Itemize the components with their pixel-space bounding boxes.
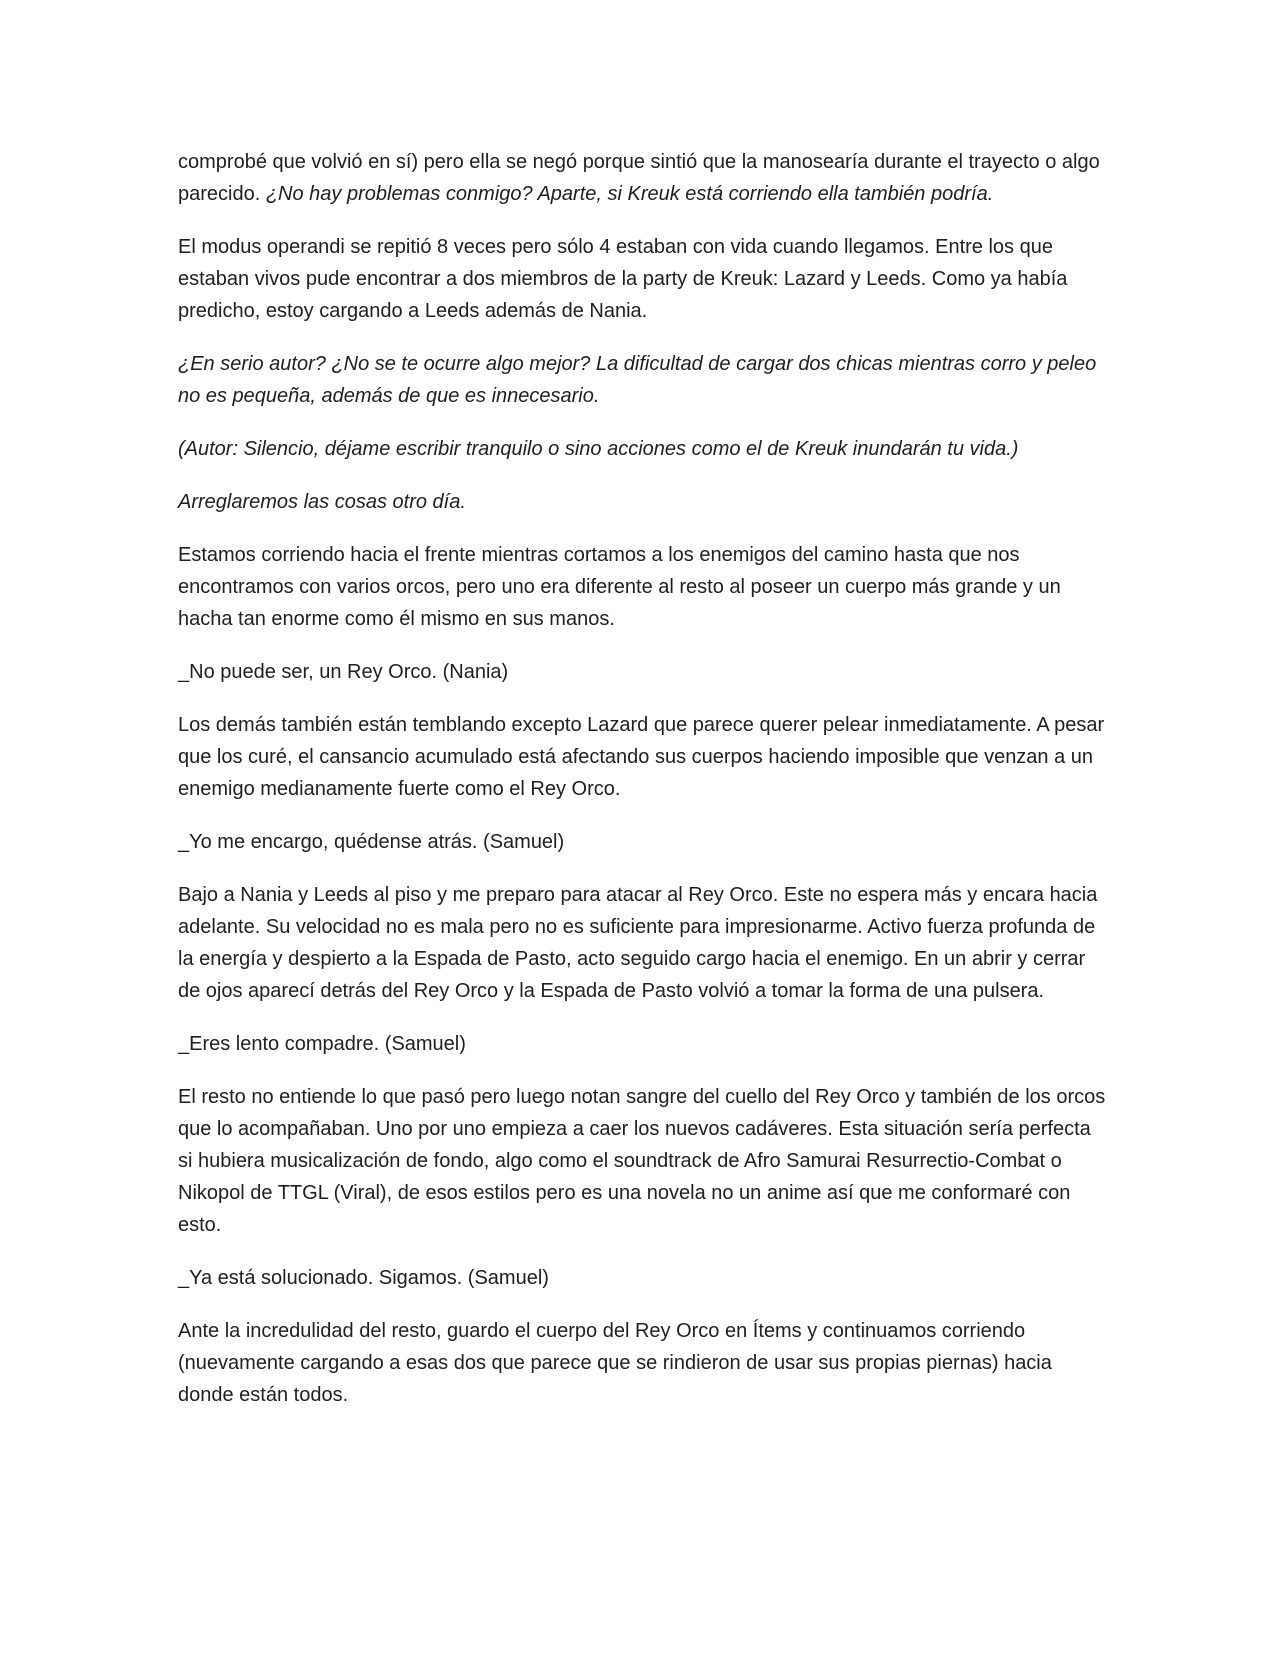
paragraph-12: El resto no entiende lo que pasó pero luego notan sangre del cuello del Rey Orco y también de los orcos que lo acompañaban. Uno por uno empieza a caer los nuevos cadáveres. Esta situación sería perfecta si hubiera musicalización de fondo, algo como el soundtrack de Afro Samurai Resurrectio-Combat o Nikopol de TTGL (Viral), de esos estilos pero es una novela no un anime así que me conformaré con esto. [178, 1086, 1106, 1236]
paragraph-1 [178, 146, 1108, 210]
paragraph-8: Los demás también están temblando excepto Lazard que parece querer pelear inmediatamente. A pesar que los curé, el cansancio acumulado está afectando sus cuerpos haciendo imposible que venzan a un enemigo medianamente fuerte como el Rey Orco. [178, 714, 1105, 800]
paragraph-14: Ante la incredulidad del resto, guardo el cuerpo del Rey Orco en Ítems y continuamos corriendo (nuevamente cargando a esas dos que parece que se rindieron de usar sus propias piernas) hacia donde están todos. [178, 1320, 1052, 1406]
paragraph-4: (Autor: Silencio, déjame escribir tranquilo o sino acciones como el de Kreuk inundarán tu vida.) [178, 438, 1019, 460]
dialogue-line-nania: _No puede ser, un Rey Orco. (Nania) [178, 661, 509, 683]
paragraph-10: Bajo a Nania y Leeds al piso y me preparo para atacar al Rey Orco. Este no espera más y encara hacia adelante. Su velocidad no es mala pero no es suficiente para impresionarme. Activo fuerza profunda de la energía y despierto a la Espada de Pasto, acto seguido cargo hacia el enemigo. En un abrir y cerrar de ojos aparecí detrás del Rey Orco y la Espada de Pasto volvió a tomar la forma de una pulsera. [178, 884, 1098, 1002]
dialogue-line-samuel-3: _Ya está solucionado. Sigamos. (Samuel) [178, 1267, 549, 1289]
dialogue-line-samuel-1: _Yo me encargo, quédense atrás. (Samuel) [178, 831, 565, 853]
paragraph-5: Arreglaremos las cosas otro día. [178, 491, 466, 513]
paragraph-2: El modus operandi se repitió 8 veces pero sólo 4 estaban con vida cuando llegamos. Entre los que estaban vivos pude encontrar a dos miembros de la party de Kreuk: Lazard y Leeds. Como ya había predicho, estoy cargando a Leeds además de Nania. [178, 236, 1068, 322]
dialogue-line-samuel-2: _Eres lento compadre. (Samuel) [178, 1033, 466, 1055]
paragraph-6: Estamos corriendo hacia el frente mientras cortamos a los enemigos del camino hasta que nos encontramos con varios orcos, pero uno era diferente al resto al poseer un cuerpo más grande y un hacha tan enorme como él mismo en sus manos. [178, 544, 1061, 630]
document-body [178, 146, 1108, 1432]
paragraph-3: ¿En serio autor? ¿No se te ocurre algo mejor? La dificultad de cargar dos chicas mientras corro y peleo no es pequeña, además de que es innecesario. [178, 353, 1097, 407]
paragraph-1-normal-text: comprobé que volvió en sí) pero ella se negó porque sintió que la manosearía durante el trayecto o algo parecido. [178, 151, 1100, 205]
paragraph-1-italic-text: ¿No hay problemas conmigo? Aparte, si Kreuk está corriendo ella también podría. [265, 183, 994, 205]
